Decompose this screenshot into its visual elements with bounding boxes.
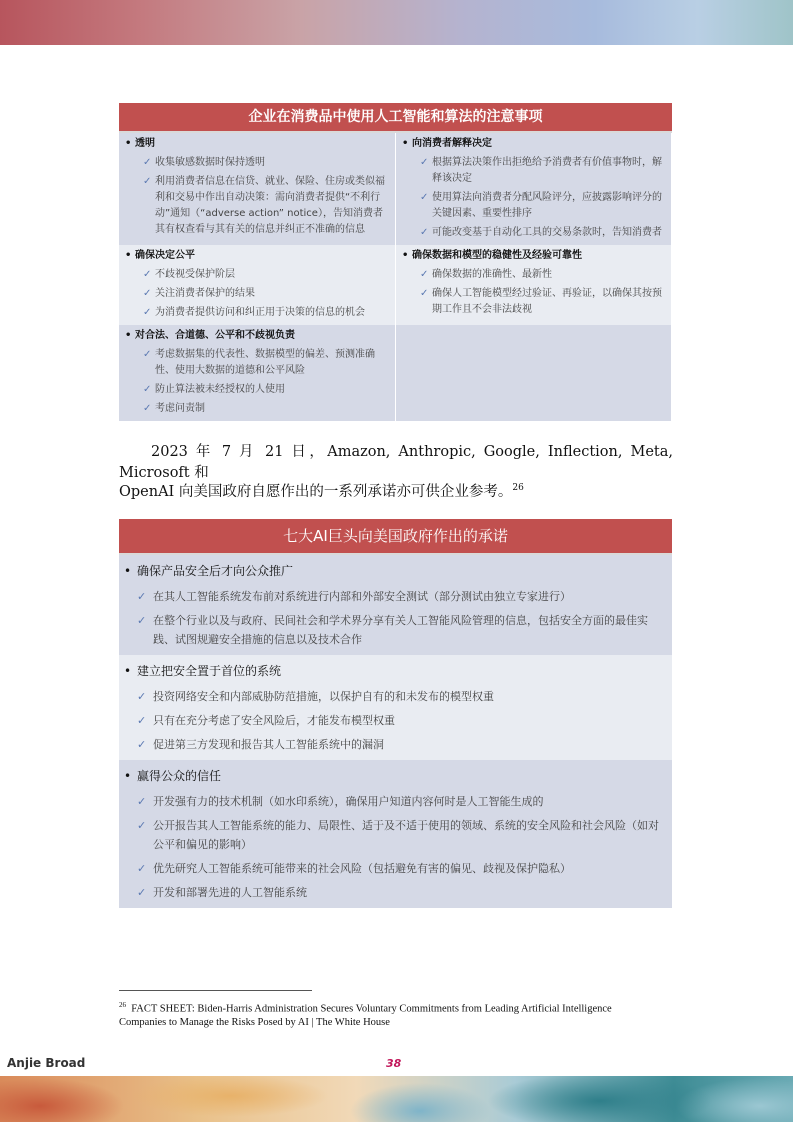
list-item-text: 确保数据的准确性、最新性 (432, 269, 552, 280)
footnote-divider (119, 990, 312, 991)
cell-heading (125, 248, 389, 264)
considerations-table-title: 企业在消费品中使用人工智能和算法的注意事项 (119, 103, 672, 133)
body-paragraph-line2 (119, 480, 673, 501)
cell-heading-text: 确保数据和模型的稳健性及经验可靠性 (412, 250, 582, 261)
list-item-text: 根据算法决策作出拒绝给予消费者有价值事物时，解释该决定 (432, 157, 662, 184)
check-icon: ✓ (143, 349, 152, 360)
check-icon: ✓ (420, 192, 429, 203)
list-item (119, 816, 672, 854)
check-icon: ✓ (420, 269, 429, 280)
section-heading (119, 560, 672, 582)
list-item-text: 不歧视受保护阶层 (155, 269, 235, 280)
list-item-text: 在整个行业以及与政府、民间社会和学术界分享有关人工智能风险管理的信息，包括安全方面的最佳实践、试图规避安全措施的信息以及技术合作 (153, 614, 648, 646)
list-item (119, 735, 672, 754)
cell-heading-text: 透明 (135, 138, 155, 149)
list-item-text: 开发强有力的技术机制（如水印系统），确保用户知道内容何时是人工智能生成的 (153, 795, 544, 808)
check-icon: ✓ (137, 690, 147, 703)
list-item-text: 为消费者提供访问和纠正用于决策的信息的机会 (155, 307, 365, 318)
check-icon: ✓ (137, 795, 147, 808)
list-item (402, 267, 665, 283)
list-item-text: 关注消费者保护的结果 (155, 288, 255, 299)
list-item (402, 155, 665, 187)
bullet-icon: • (124, 769, 132, 783)
check-icon: ✓ (137, 886, 147, 899)
list-item-text: 投资网络安全和内部威胁防范措施，以保护自有的和未发布的模型权重 (153, 690, 494, 703)
footnote-number: 26 (119, 1001, 126, 1009)
check-icon: ✓ (137, 714, 147, 727)
list-item (402, 225, 665, 241)
table-cell (119, 245, 395, 325)
bullet-icon: • (125, 330, 132, 341)
cell-heading-text: 对合法、合道德、公平和不歧视负责 (135, 330, 295, 341)
check-icon: ✓ (137, 590, 147, 603)
bullet-icon: • (402, 250, 409, 261)
list-item (125, 382, 389, 398)
check-icon: ✓ (143, 288, 152, 299)
check-icon: ✓ (137, 862, 147, 875)
list-item (125, 401, 389, 417)
list-item-text: 优先研究人工智能系统可能带来的社会风险（包括避免有害的偏见、歧视及保护隐私） (153, 862, 571, 875)
footnote-reference[interactable]: 26 (512, 483, 524, 494)
list-item-text: 考虑数据集的代表性、数据模型的偏差、预测准确性、使用大数据的道德和公平风险 (155, 349, 375, 376)
table-cell (119, 325, 395, 421)
commitments-table-title: 七大AI巨头向美国政府作出的承诺 (119, 519, 672, 555)
check-icon: ✓ (143, 307, 152, 318)
section-heading (119, 765, 672, 787)
commitment-section (119, 555, 672, 655)
bullet-icon: • (125, 138, 132, 149)
cell-heading (125, 136, 389, 152)
list-item-text: 防止算法被未经授权的人使用 (155, 384, 285, 395)
table-row (119, 245, 672, 325)
check-icon: ✓ (420, 227, 429, 238)
section-heading-text: 建立把安全置于首位的系统 (137, 664, 282, 678)
check-icon: ✓ (143, 403, 152, 414)
list-item (125, 267, 389, 283)
list-item (119, 587, 672, 606)
footnote (119, 999, 659, 1029)
table-cell (395, 245, 671, 325)
list-item (125, 286, 389, 302)
check-icon: ✓ (137, 738, 147, 751)
list-item (402, 190, 665, 222)
page-number: 38 (386, 1057, 402, 1070)
check-icon: ✓ (143, 176, 152, 187)
bullet-icon: • (124, 564, 132, 578)
list-item (125, 305, 389, 321)
considerations-table (119, 103, 672, 421)
section-heading-text: 赢得公众的信任 (137, 769, 222, 783)
section-heading-text: 确保产品安全后才向公众推广 (137, 564, 294, 578)
brand-logo: Anjie Broad (7, 1056, 86, 1070)
list-item-text: 考虑问责制 (155, 403, 205, 414)
list-item (402, 286, 665, 318)
list-item-text: 促进第三方发现和报告其人工智能系统中的漏洞 (153, 738, 384, 751)
top-decorative-band (0, 0, 793, 45)
empty-table-cell (395, 325, 671, 421)
list-item (119, 859, 672, 878)
bottom-decorative-band (0, 1076, 793, 1122)
bullet-icon: • (402, 138, 409, 149)
commitment-section (119, 760, 672, 908)
check-icon: ✓ (420, 157, 429, 168)
body-paragraph-text: OpenAI 向美国政府自愿作出的一系列承诺亦可供企业参考。 (119, 484, 513, 500)
commitments-table (119, 519, 672, 908)
list-item (119, 883, 672, 902)
list-item-text: 在其人工智能系统发布前对系统进行内部和外部安全测试（部分测试由独立专家进行） (153, 590, 571, 603)
check-icon: ✓ (137, 819, 147, 832)
list-item-text: 只有在充分考虑了安全风险后，才能发布模型权重 (153, 714, 395, 727)
section-heading (119, 660, 672, 682)
table-cell (395, 133, 671, 245)
list-item-text: 开发和部署先进的人工智能系统 (153, 886, 307, 899)
check-icon: ✓ (143, 384, 152, 395)
cell-heading (125, 328, 389, 344)
list-item (119, 611, 672, 649)
table-row (119, 325, 672, 421)
list-item (119, 792, 672, 811)
table-cell (119, 133, 395, 245)
check-icon: ✓ (137, 614, 147, 627)
check-icon: ✓ (143, 269, 152, 280)
bullet-icon: • (124, 664, 132, 678)
footnote-text[interactable]: FACT SHEET: Biden-Harris Administration Secures Voluntary Commitments from Leading Artificial Intelligence Companies to Manage the Risks Posed by AI | The White House (119, 1003, 612, 1028)
bullet-icon: • (125, 250, 132, 261)
list-item-text: 利用消费者信息在信贷、就业、保险、住房或类似福利和交易中作出自动决策：需向消费者提供“不利行动”通知（“adverse action” notice），告知消费者其有权查看与其有关的信息并纠正不准确的信息 (155, 176, 385, 235)
list-item (119, 687, 672, 706)
cell-heading (402, 248, 665, 264)
list-item (125, 347, 389, 379)
list-item-text: 确保人工智能模型经过验证、再验证，以确保其按预期工作且不会非法歧视 (432, 288, 662, 315)
list-item (125, 174, 389, 238)
list-item-text: 使用算法向消费者分配风险评分，应披露影响评分的关键因素、重要性排序 (432, 192, 662, 219)
cell-heading-text: 确保决定公平 (135, 250, 195, 261)
list-item (125, 155, 389, 171)
list-item (119, 711, 672, 730)
commitment-section (119, 655, 672, 760)
cell-heading-text: 向消费者解释决定 (412, 138, 492, 149)
list-item-text: 可能改变基于自动化工具的交易条款时，告知消费者 (432, 227, 662, 238)
check-icon: ✓ (420, 288, 429, 299)
table-row (119, 133, 672, 245)
list-item-text: 公开报告其人工智能系统的能力、局限性、适于及不适于使用的领域、系统的安全风险和社会风险（如对公平和偏见的影响） (153, 819, 659, 851)
cell-heading (402, 136, 665, 152)
list-item-text: 收集敏感数据时保持透明 (155, 157, 265, 168)
body-paragraph-line1: 2023 年 7 月 21 日，Amazon, Anthropic, Google, Inflection, Meta, Microsoft 和 (119, 444, 673, 481)
check-icon: ✓ (143, 157, 152, 168)
